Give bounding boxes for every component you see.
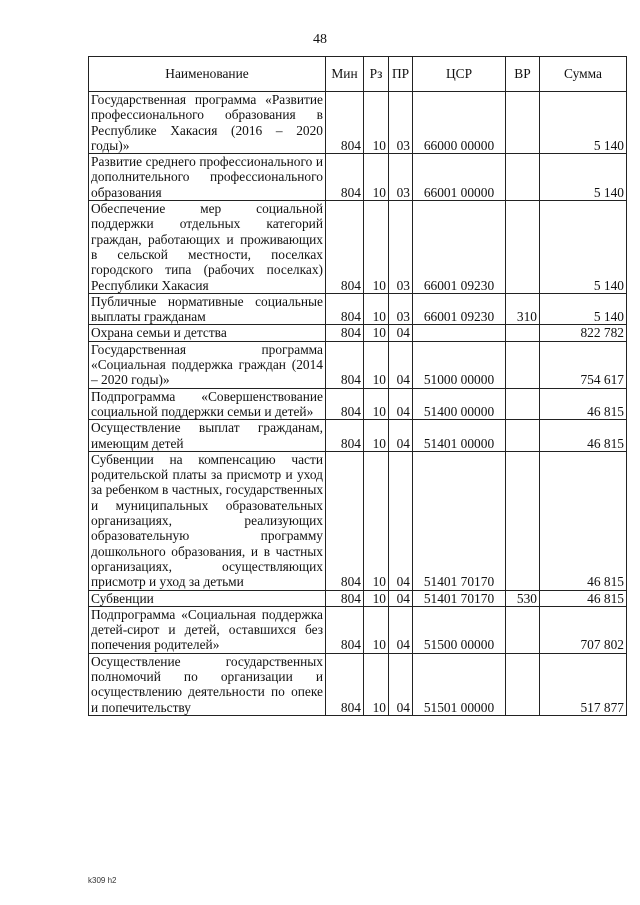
column-header-rz: Рз [364,57,389,92]
cell-pr: 04 [389,451,413,590]
cell-min: 804 [326,606,364,653]
cell-csr: 51500 00000 [413,606,506,653]
cell-sum: 822 782 [540,325,627,341]
cell-name: Субвенции на компенсацию части родительской платы за присмотр и уход за ребенком в частных, государственных и муниципальных образовательных организациях, реализующих образовательную программу дошкольного образования, и в частных организациях, осуществляющих присмотр и уход за детьми [89,451,326,590]
table-row [89,154,627,201]
header-row [89,57,627,92]
cell-rz: 10 [364,420,389,452]
cell-rz: 10 [364,201,389,294]
cell-csr: 51401 70170 [413,590,506,606]
cell-vr: 530 [506,590,540,606]
cell-vr [506,201,540,294]
cell-rz: 10 [364,293,389,325]
cell-rz: 10 [364,154,389,201]
cell-pr: 04 [389,388,413,420]
cell-pr: 03 [389,201,413,294]
cell-pr: 04 [389,420,413,452]
cell-pr: 04 [389,325,413,341]
cell-csr [413,325,506,341]
cell-sum: 5 140 [540,293,627,325]
column-header-sum: Сумма [540,57,627,92]
cell-name: Субвенции [89,590,326,606]
cell-pr: 04 [389,590,413,606]
cell-rz: 10 [364,606,389,653]
cell-rz: 10 [364,325,389,341]
cell-min: 804 [326,293,364,325]
cell-min: 804 [326,325,364,341]
table-row [89,325,627,341]
cell-min: 804 [326,590,364,606]
table-row [89,92,627,154]
cell-sum: 46 815 [540,420,627,452]
cell-pr: 03 [389,293,413,325]
cell-sum: 46 815 [540,451,627,590]
column-header-pr: ПР [389,57,413,92]
table-row [89,590,627,606]
cell-sum: 517 877 [540,653,627,715]
cell-name: Подпрограмма «Социальная поддержка детей-сирот и детей, оставшихся без попечения родителей» [89,606,326,653]
cell-vr: 310 [506,293,540,325]
cell-vr [506,92,540,154]
cell-name: Государственная программа «Развитие профессионального образования в Республике Хакасия (2016 – 2020 годы)» [89,92,326,154]
page-number: 48 [313,32,327,47]
cell-min: 804 [326,653,364,715]
cell-csr: 51400 00000 [413,388,506,420]
cell-vr [506,388,540,420]
cell-sum: 754 617 [540,341,627,388]
cell-min: 804 [326,341,364,388]
cell-csr: 51401 70170 [413,451,506,590]
cell-min: 804 [326,420,364,452]
cell-sum: 46 815 [540,590,627,606]
cell-name: Государственная программа «Социальная поддержка граждан (2014 – 2020 годы)» [89,341,326,388]
cell-pr: 03 [389,154,413,201]
cell-name: Осуществление выплат гражданам, имеющим детей [89,420,326,452]
cell-csr: 66001 09230 [413,293,506,325]
table-row [89,341,627,388]
cell-rz: 10 [364,92,389,154]
column-header-vr: ВР [506,57,540,92]
cell-pr: 04 [389,341,413,388]
cell-pr: 04 [389,606,413,653]
column-header-min: Мин [326,57,364,92]
cell-csr: 51000 00000 [413,341,506,388]
cell-sum: 5 140 [540,154,627,201]
cell-rz: 10 [364,341,389,388]
cell-vr [506,653,540,715]
table-row [89,653,627,715]
cell-name: Подпрограмма «Совершенствование социальной поддержки семьи и детей» [89,388,326,420]
cell-csr: 51501 00000 [413,653,506,715]
table-row [89,388,627,420]
cell-vr [506,341,540,388]
table-row [89,420,627,452]
table-row [89,451,627,590]
cell-rz: 10 [364,590,389,606]
cell-sum: 5 140 [540,92,627,154]
cell-pr: 03 [389,92,413,154]
document-code: k309 h2 [88,876,117,885]
cell-vr [506,325,540,341]
cell-name: Развитие среднего профессионального и дополнительного профессионального образования [89,154,326,201]
table-row [89,606,627,653]
cell-name: Охрана семьи и детства [89,325,326,341]
cell-vr [506,420,540,452]
cell-vr [506,606,540,653]
cell-name: Публичные нормативные социальные выплаты гражданам [89,293,326,325]
cell-sum: 707 802 [540,606,627,653]
cell-min: 804 [326,154,364,201]
cell-min: 804 [326,92,364,154]
cell-min: 804 [326,201,364,294]
column-header-name: Наименование [89,57,326,92]
cell-csr: 66001 09230 [413,201,506,294]
cell-rz: 10 [364,388,389,420]
cell-csr: 66001 00000 [413,154,506,201]
cell-csr: 66000 00000 [413,92,506,154]
cell-vr [506,451,540,590]
cell-name: Обеспечение мер социальной поддержки отдельных категорий граждан, работающих и проживающих в сельской местности, поселках городского типа (рабочих поселках) Республики Хакасия [89,201,326,294]
table-row [89,293,627,325]
cell-name: Осуществление государственных полномочий по организации и осуществлению деятельности по опеке и попечительству [89,653,326,715]
column-header-csr: ЦСР [413,57,506,92]
cell-vr [506,154,540,201]
table-row [89,201,627,294]
cell-sum: 5 140 [540,201,627,294]
cell-csr: 51401 00000 [413,420,506,452]
cell-sum: 46 815 [540,388,627,420]
cell-min: 804 [326,451,364,590]
cell-min: 804 [326,388,364,420]
budget-table [88,56,627,716]
cell-pr: 04 [389,653,413,715]
cell-rz: 10 [364,653,389,715]
cell-rz: 10 [364,451,389,590]
